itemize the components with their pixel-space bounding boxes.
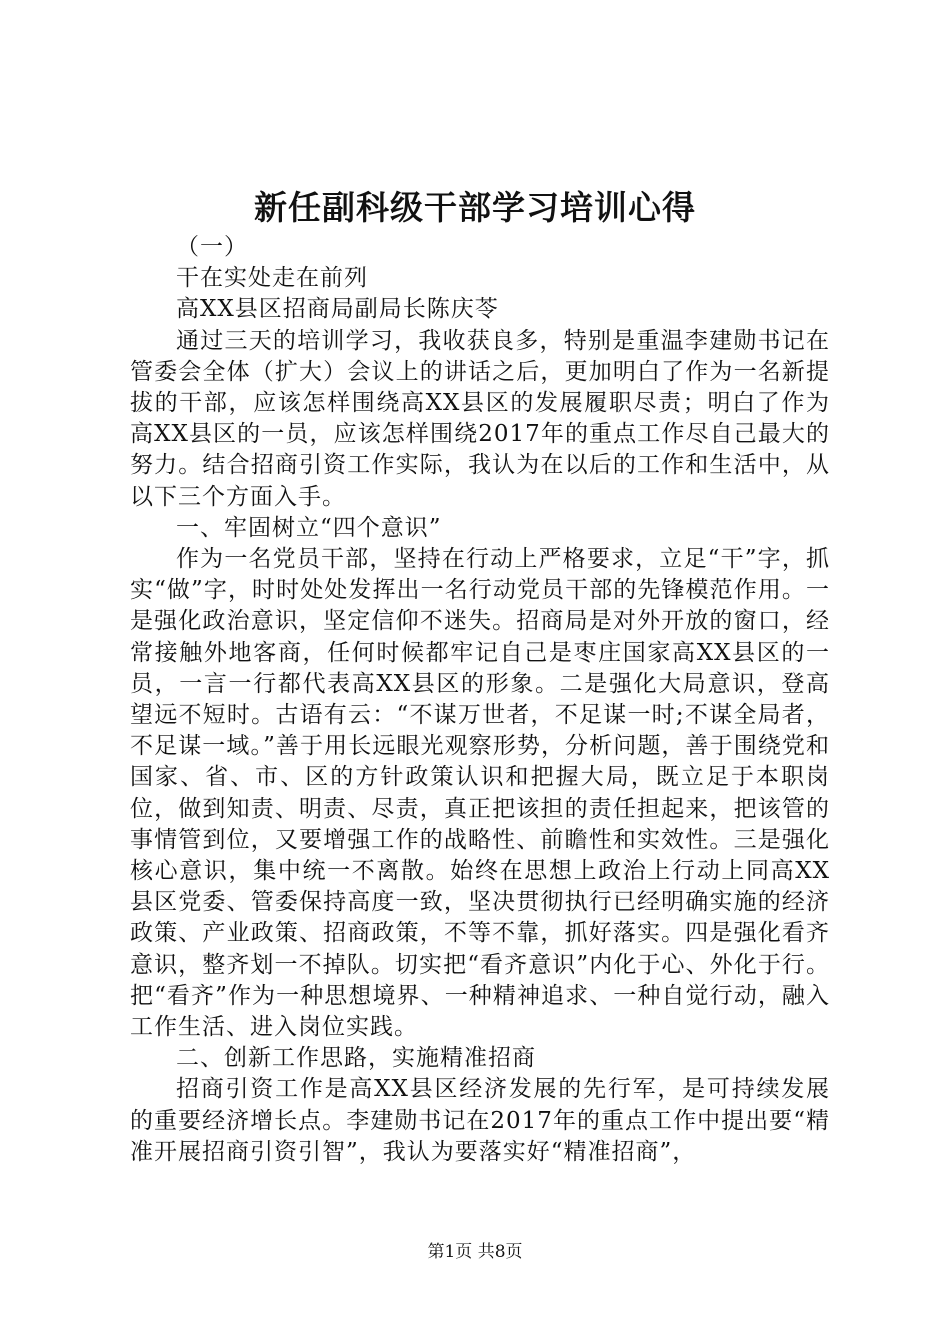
author-line: 高XX县区招商局副局长陈庆苓 — [176, 296, 499, 323]
section-1-paragraph: 作为一名党员干部，坚持在行动上严格要求，立足“干”字，抓实“做”字，时时处处发挥出一名行动党员干部的先锋模范作用。一是强化政治意识，坚定信仰不迷失。招商局是对外开放的窗口，经常接触外地客商，任何时候都牢记自己是枣庄国家高XX县区的一员，一言一行都代表高XX县区的形象。二是强化大局意识，登高望远不短时。古语有云：“不谋万世者，不足谋一时;不谋全局者，不足谋一域。”善于用长远眼光观察形势，分析问题，善于围绕党和国家、省、市、区的方针政策认识和把握大局，既立足于本职岗位，做到知责、明责、尽责，真正把该担的责任担起来，把该管的事情管到位，又要增强工作的战略性、前瞻性和实效性。三是强化核心意识，集中统一不离散。始终在思想上政治上行动上同高XX县区党委、管委保持高度一致，坚决贯彻执行已经明确实施的经济政策、产业政策、招商政策，不等不靠，抓好落实。四是强化看齐意识，整齐划一不掉队。切实把“看齐意识”内化于心、外化于行。把“看齐”作为一种思想境界、一种精神追求、一种自觉行动，融入工作生活、进入岗位实践。 — [130, 546, 830, 1041]
section-2-paragraph: 招商引资工作是高XX县区经济发展的先行军，是可持续发展的重要经济增长点。李建勋书记在2017年的重点工作中提出要“精准开展招商引资引智”，我认为要落实好“精准招商”， — [130, 1076, 830, 1165]
document-body — [130, 232, 830, 1168]
section-heading-2: 二、创新工作思路，实施精准招商 — [176, 1045, 536, 1072]
intro-paragraph: 通过三天的培训学习，我收获良多，特别是重温李建勋书记在管委会全体（扩大）会议上的讲话之后，更加明白了作为一名新提拔的干部，应该怎样围绕高XX县区的发展履职尽责；明白了作为高XX县区的一员，应该怎样围绕2017年的重点工作尽自己最大的努力。结合招商引资工作实际，我认为在以后的工作和生活中，从以下三个方面入手。 — [130, 327, 830, 510]
section-number: （一） — [176, 234, 248, 260]
section-heading-1: 一、牢固树立“四个意识” — [176, 514, 442, 541]
article-subtitle: 干在实处走在前列 — [176, 265, 368, 292]
document-title: 新任副科级干部学习培训心得 — [254, 188, 696, 227]
page-footer: 第1页 共8页 — [427, 1242, 523, 1262]
